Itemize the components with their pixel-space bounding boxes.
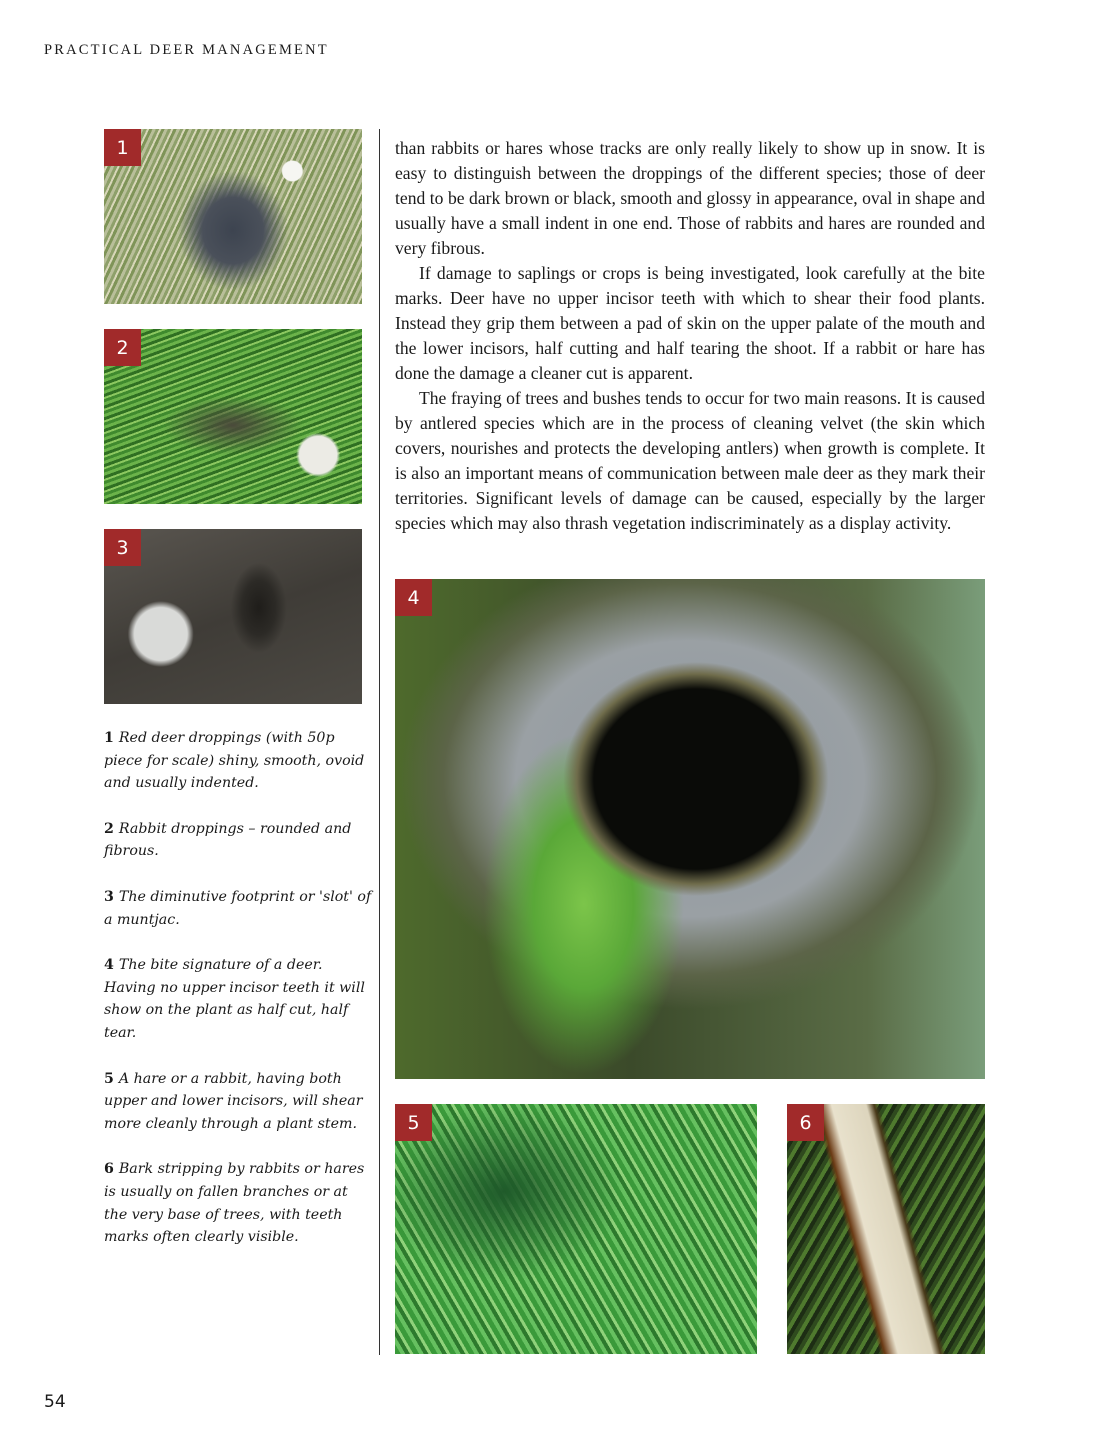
column-divider: [379, 129, 380, 1355]
caption: [104, 1068, 372, 1136]
body-paragraph: The fraying of trees and bushes tends to occur for two main reasons. It is caused by antlered species which are in the process of cleaning velvet (the skin which covers, nourishes and protects the developing antlers) when growth is complete. It is also an important means of communication between male deer as they mark their territories. Significant levels of damage can be caused, especially by the larger species which may also thrash vegetation indiscriminately as a display activity.: [395, 388, 985, 533]
caption-number: 2: [104, 820, 114, 837]
caption-text: The diminutive footprint or 'slot' of a muntjac.: [104, 888, 372, 928]
photo-number-badge: 5: [395, 1104, 432, 1141]
caption: [104, 954, 372, 1044]
photo-deer-droppings: [104, 129, 362, 304]
photo-number-badge: 4: [395, 579, 432, 616]
body-paragraph: than rabbits or hares whose tracks are only really likely to show up in snow. It is easy to distinguish between the droppings of the different species; those of deer tend to be dark brown or black, smooth and glossy in appearance, oval in shape and usually have a small indent in one end. Those of rabbits and hares are rounded and very fibrous.: [395, 138, 985, 258]
caption-number: 4: [104, 957, 114, 974]
body-text: [395, 136, 985, 536]
caption: [104, 727, 372, 795]
caption-text: Bark stripping by rabbits or hares is usually on fallen branches or at the very base of trees, with teeth marks often clearly visible.: [104, 1161, 365, 1246]
photo-muntjac-slot: [104, 529, 362, 704]
photo-number-badge: 2: [104, 329, 141, 366]
caption-number: 6: [104, 1161, 114, 1178]
caption-number: 3: [104, 888, 114, 905]
caption-text: Red deer droppings (with 50p piece for scale) shiny, smooth, ovoid and usually indented.: [104, 730, 365, 792]
photo-bark-stripping: [787, 1104, 985, 1354]
caption-number: 1: [104, 730, 114, 746]
photo-deer-bite-signature: [395, 579, 985, 1079]
caption-text: Rabbit droppings – rounded and fibrous.: [104, 820, 352, 860]
page-number: 54: [44, 1392, 66, 1412]
caption-list: [104, 727, 372, 1272]
caption: [104, 886, 372, 931]
photo-number-badge: 6: [787, 1104, 824, 1141]
body-paragraph: If damage to saplings or crops is being investigated, look carefully at the bite marks. Deer have no upper incisor teeth with which to shear their food plants. Instead they grip them between a pad of skin on the upper palate of the mouth and the lower incisors, half cutting and half tearing the shoot. If a rabbit or hare has done the damage a cleaner cut is apparent.: [395, 263, 985, 383]
photo-rabbit-clean-cut: [395, 1104, 757, 1354]
caption-text: A hare or a rabbit, having both upper and lower incisors, will shear more cleanly through a plant stem.: [104, 1070, 363, 1132]
photo-number-badge: 3: [104, 529, 141, 566]
running-head: PRACTICAL DEER MANAGEMENT: [44, 42, 329, 58]
photo-rabbit-droppings: [104, 329, 362, 504]
caption-text: The bite signature of a deer. Having no upper incisor teeth it will show on the plant as half cut, half tear.: [104, 957, 365, 1041]
caption: [104, 1158, 372, 1248]
caption: [104, 818, 372, 863]
photo-number-badge: 1: [104, 129, 141, 166]
caption-number: 5: [104, 1070, 114, 1087]
